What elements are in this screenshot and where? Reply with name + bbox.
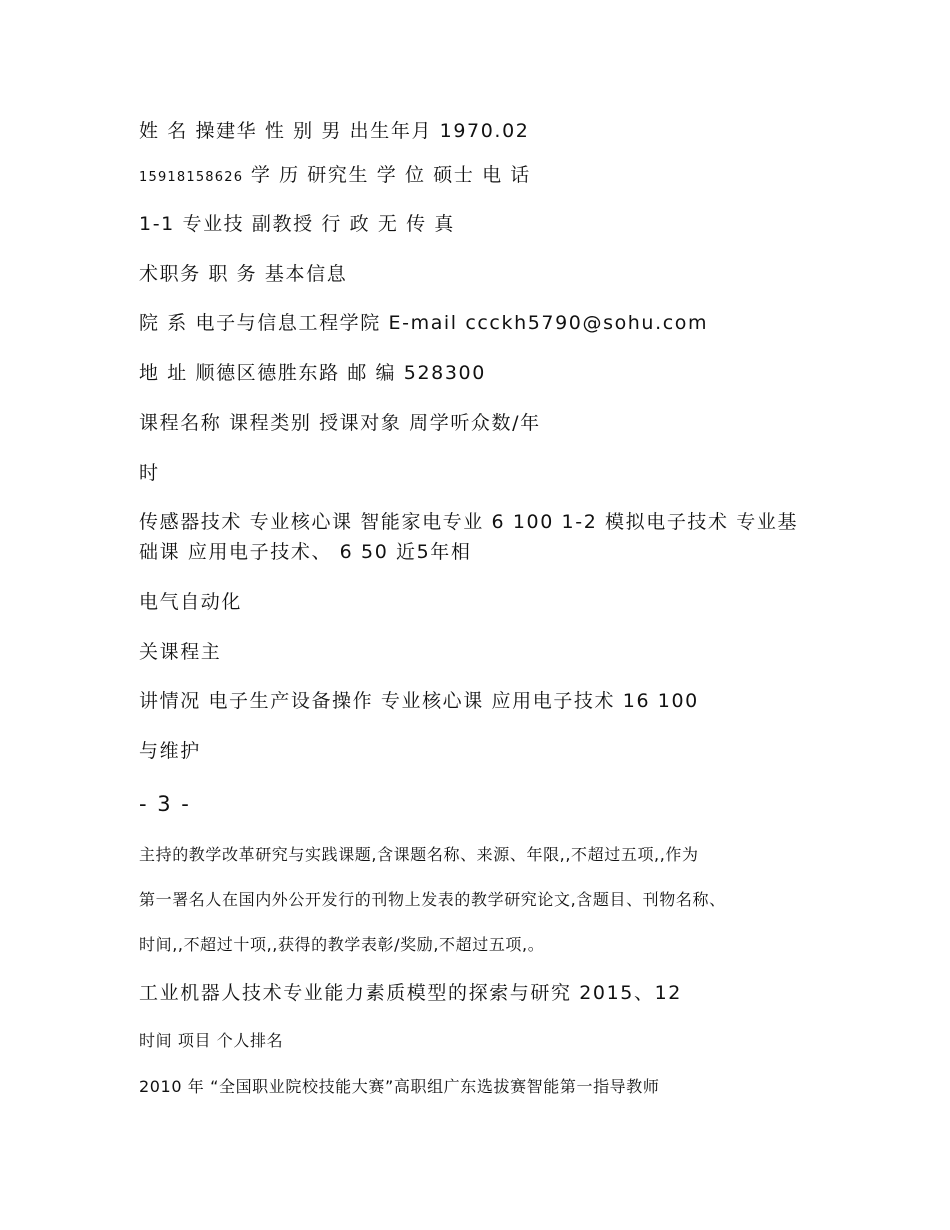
text-line-address: 地 址 顺德区德胜东路 邮 编 528300 — [139, 362, 486, 384]
text-line-reform-1: 主持的教学改革研究与实践课题,含课题名称、来源、年限,,不超过五项,,作为 — [139, 845, 699, 864]
text-line-position: 术职务 职 务 基本信息 — [139, 263, 348, 285]
text-line-course-1: 传感器技术 专业核心课 智能家电专业 6 100 1-2 模拟电子技术 专业基 — [139, 511, 799, 533]
text-line-course-3: 电气自动化 — [139, 591, 243, 613]
page-number: - 3 - — [139, 792, 191, 816]
text-line-title: 1-1 专业技 副教授 行 政 无 传 真 — [139, 213, 455, 235]
text-line-department: 院 系 电子与信息工程学院 E-mail ccckh5790@sohu.com — [139, 312, 709, 334]
text-line-award-1: 2010 年 “全国职业院校技能大赛”高职组广东选拔赛智能第一指导教师 — [139, 1077, 660, 1096]
text-line-reform-3: 时间,,不超过十项,,获得的教学表彰/奖励,不超过五项,。 — [139, 935, 545, 954]
text-line-course-2: 础课 应用电子技术、 6 50 近5年相 — [139, 541, 472, 563]
degree-text: 学 历 研究生 学 位 硕士 电 话 — [250, 164, 531, 186]
text-line-reform-2: 第一署名人在国内外公开发行的刊物上发表的教学研究论文,含题目、刊物名称、 — [139, 890, 726, 909]
text-line-course-4: 关课程主 — [139, 641, 222, 663]
text-line-degree — [139, 163, 531, 190]
text-line-course-6: 与维护 — [139, 740, 201, 762]
text-line-name: 姓 名 操建华 性 别 男 出生年月 1970.02 — [139, 120, 530, 142]
text-line-course-header-cont: 时 — [139, 462, 160, 484]
text-line-project-title: 工业机器人技术专业能力素质模型的探索与研究 2015、12 — [139, 982, 682, 1004]
phone-number: 15918158626 — [139, 170, 244, 185]
text-line-course-header: 课程名称 课程类别 授课对象 周学听众数/年 — [139, 412, 541, 434]
text-line-award-header: 时间 项目 个人排名 — [139, 1031, 284, 1050]
text-line-course-5: 讲情况 电子生产设备操作 专业核心课 应用电子技术 16 100 — [139, 690, 699, 712]
